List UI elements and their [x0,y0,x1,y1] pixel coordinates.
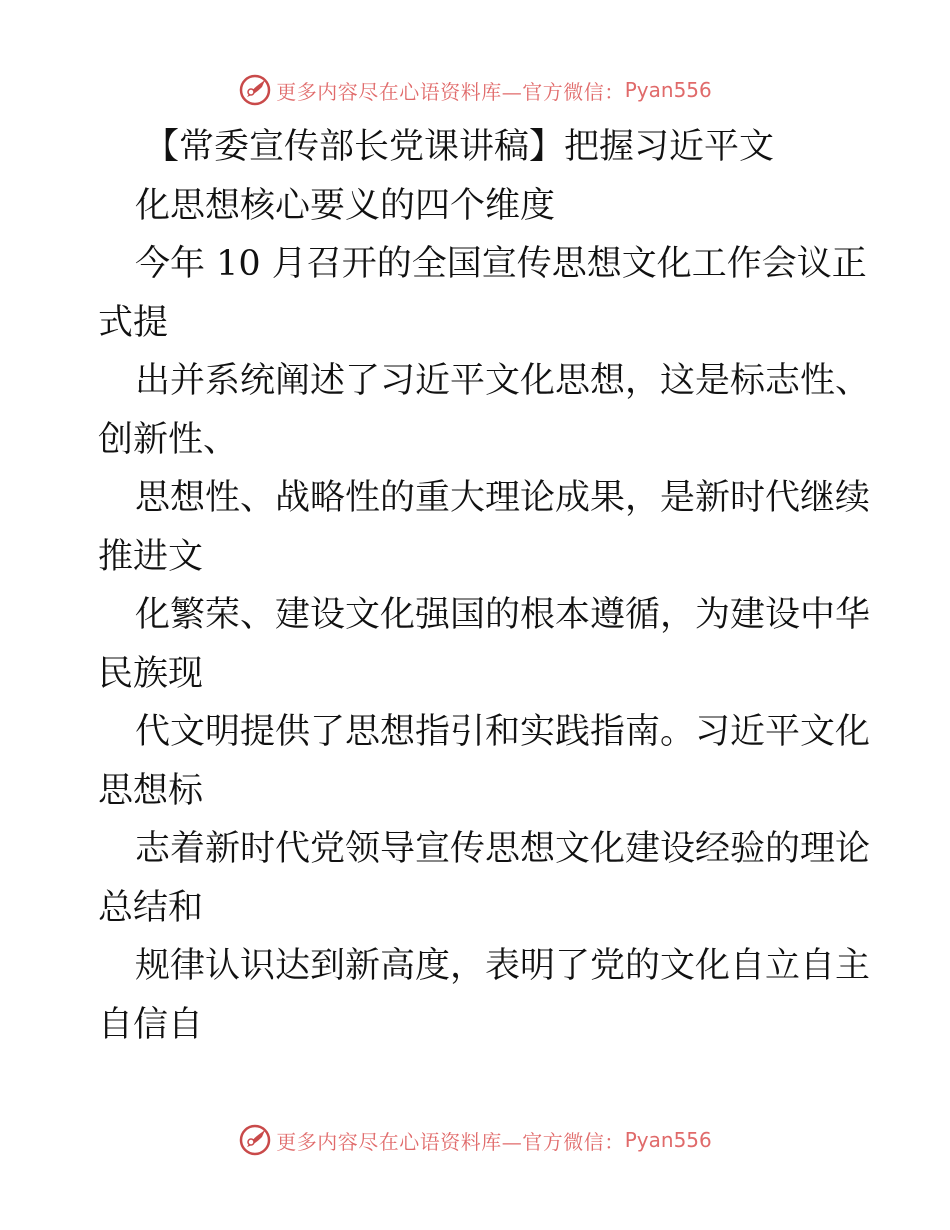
header-banner-text: 更多内容尽在心语资料库—官方微信： [276,79,625,104]
footer-banner [0,1120,950,1160]
paragraph-line: 总结和 [98,887,204,928]
paragraph-line: 思想性、战略性的重大理论成果，是新时代继续 [135,478,871,518]
paragraph-line: 创新性、 [98,419,239,460]
document-title-line-1: 【常委宣传部长党课讲稿】把握习近平文 [144,127,775,167]
paragraph-line: 代文明提供了思想指引和实践指南。习近平文化 [135,712,871,752]
paragraph-line: 思想标 [98,770,204,811]
footer-banner-text: 更多内容尽在心语资料库—官方微信： [276,1129,625,1154]
brush-seal-icon [238,1123,272,1157]
paragraph-line: 今年 10 月召开的全国宣传思想文化工作会议正 [135,244,867,284]
brush-seal-icon [238,73,272,107]
document-body [98,118,871,1054]
document-title-line-2: 化思想核心要义的四个维度 [135,185,556,226]
footer-banner-handle: Pyan556 [624,1128,712,1152]
paragraph-line: 自信自 [98,1004,204,1045]
paragraph-line: 出并系统阐述了习近平文化思想，这是标志性、 [135,361,871,401]
paragraph-line: 化繁荣、建设文化强国的根本遵循，为建设中华 [135,595,871,635]
header-banner [0,70,950,110]
header-banner-handle: Pyan556 [624,78,712,102]
paragraph-line: 规律认识达到新高度，表明了党的文化自立自主 [135,946,871,986]
paragraph-line: 式提 [98,302,169,343]
paragraph-line: 志着新时代党领导宣传思想文化建设经验的理论 [135,829,871,869]
paragraph-line: 推进文 [98,536,204,577]
paragraph-line: 民族现 [98,653,204,694]
